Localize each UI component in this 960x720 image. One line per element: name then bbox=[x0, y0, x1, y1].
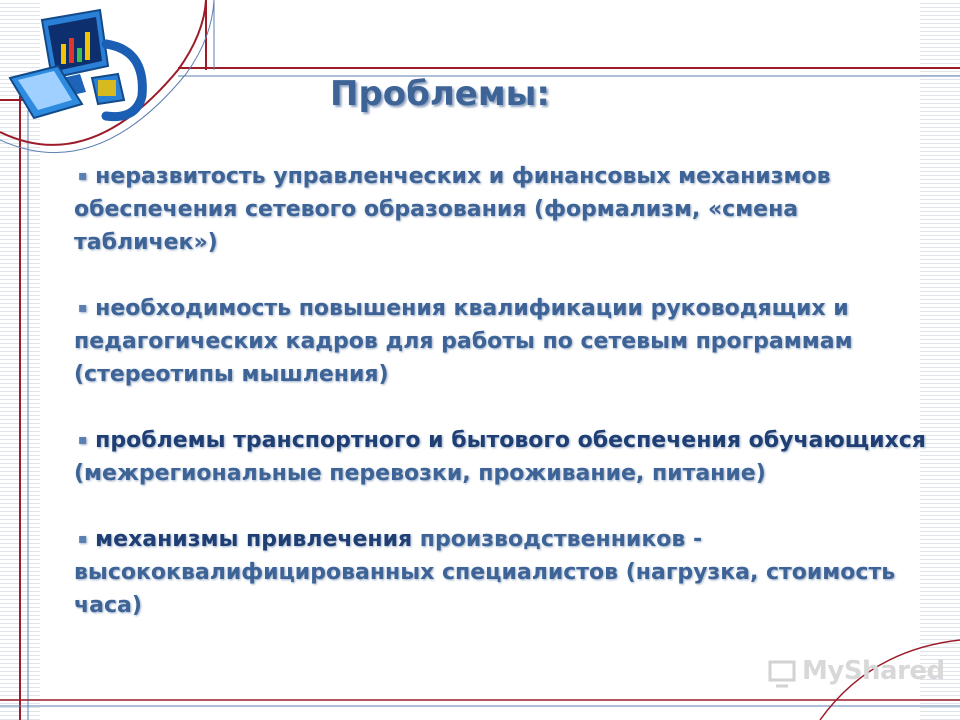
item-text: механизмы привлечения bbox=[95, 527, 413, 552]
item-text: неразвитость управленческих и финансовых механизмов обеспечения сетевого образования (формализм, «смена табличек») bbox=[74, 164, 831, 255]
computer-illustration-icon bbox=[6, 4, 156, 126]
bullet-icon: ▪ bbox=[78, 432, 88, 448]
list-item bbox=[74, 523, 934, 622]
list-item bbox=[74, 160, 934, 259]
watermark-text: MyShared bbox=[802, 656, 945, 686]
slide-title: Проблемы: bbox=[330, 74, 550, 114]
item-text: необходимость повышения квалификации руководящих и педагогических кадров для работы по сетевым программам (стереотипы мышления) bbox=[74, 296, 853, 387]
myshared-logo-icon bbox=[766, 656, 800, 690]
item-text: проблемы транспортного и бытового обеспечения обучающихся bbox=[95, 428, 926, 453]
bullet-icon: ▪ bbox=[78, 300, 88, 316]
bullet-icon: ▪ bbox=[78, 168, 88, 184]
list-item bbox=[74, 424, 934, 490]
item-text-rest: производственников - высококвалифицированных специалистов (нагрузка, стоимость часа) bbox=[74, 527, 896, 618]
bullet-icon: ▪ bbox=[78, 531, 88, 547]
list-item bbox=[74, 292, 934, 391]
problem-list bbox=[74, 160, 934, 655]
item-text-rest: (межрегиональные перевозки, проживание, питание) bbox=[74, 461, 766, 486]
